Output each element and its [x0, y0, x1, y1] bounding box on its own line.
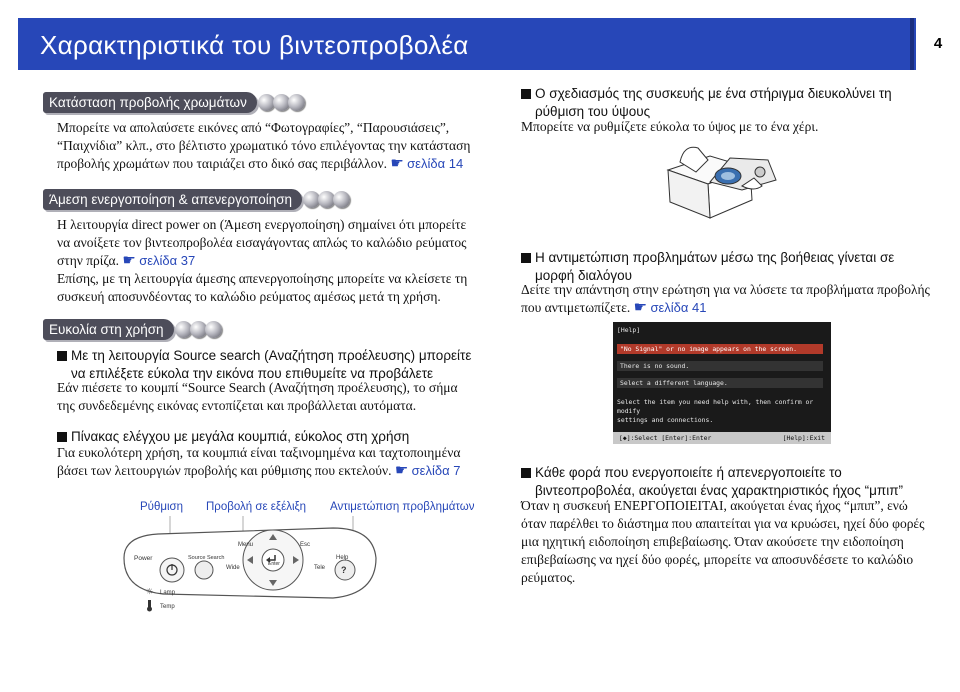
- section-heading-label: Άμεση ενεργοποίηση & απενεργοποίηση: [43, 189, 302, 210]
- direct-power-text-2: Επίσης, με τη λειτουργία άμεσης απενεργοποίησης μπορείτε να κλείσετε τη συσκευή αποσυνδέοντας το καλώδιο ρεύματος αμέσως μετά τη χρήση.: [57, 271, 468, 304]
- sphere-dot-icon: [205, 321, 222, 338]
- help-label: Help: [336, 555, 349, 561]
- page-ref-link[interactable]: σελίδα 41: [650, 300, 707, 315]
- help-footer-right: [Help]:Exit: [782, 434, 825, 442]
- help-footer: [613, 432, 831, 444]
- help-item-no-signal[interactable]: "No Signal" or no image appears on the screen.: [617, 344, 823, 354]
- help-screen-title: [Help]: [617, 326, 641, 334]
- svg-text:☼: ☼: [146, 587, 154, 596]
- sphere-dot-icon: [288, 94, 305, 111]
- beep-paragraph: Όταν η συσκευή ΕΝΕΡΓΟΠΟΙΕΙΤΑΙ, ακούγεται ένας ήχος “μπιπ”, ενώ όταν παρέλθει το διάστημα που απαιτείται για να κρυώσει, ηχεί δύο φορές μια ηχητική ειδοποίηση επιβεβαίωσης. Όταν ακούσετε την ειδοποίηση επιβεβαίωσης να ηχεί δύο φορές, μπορείτε να αποσυνδέσετε το καλώδιο ρεύματος.: [521, 498, 925, 585]
- svg-text:?: ?: [341, 565, 347, 575]
- help-item-no-sound[interactable]: There is no sound.: [617, 361, 823, 371]
- section-heading-ease-of-use: [43, 319, 222, 340]
- pointing-hand-icon: ☛: [633, 300, 648, 316]
- group-label-troubleshoot: Αντιμετώπιση προβλημάτων: [330, 501, 475, 513]
- control-panel-heading: Πίνακας ελέγχου με μεγάλα κουμπιά, εύκολος στη χρήση: [57, 428, 477, 446]
- section-heading-color-modes: [43, 92, 305, 113]
- help-screen: [613, 322, 831, 444]
- power-label: Power: [134, 555, 153, 562]
- page-number: 4: [914, 18, 960, 70]
- group-label-projection: Προβολή σε εξέλιξη: [206, 501, 307, 513]
- group-label-setup: Ρύθμιση: [140, 501, 184, 513]
- wide-label: Wide: [226, 565, 240, 571]
- direct-power-paragraph: [57, 216, 477, 306]
- color-modes-paragraph: [57, 119, 477, 173]
- enter-label: Enter: [268, 561, 280, 567]
- stand-heading: Ο σχεδιασμός της συσκευής με ένα στήριγμα διευκολύνει τη ρύθμιση του ύψους: [521, 85, 921, 121]
- pointing-hand-icon: ☛: [390, 156, 404, 172]
- help-footer-left: [◆]:Select [Enter]:Enter: [619, 434, 712, 442]
- pointing-hand-icon: ☛: [122, 253, 136, 269]
- section-heading-label: Ευκολία στη χρήση: [43, 319, 174, 340]
- color-modes-text: Μπορείτε να απολαύσετε εικόνες από “Φωτογραφίες”, “Παρουσιάσεις”, “Παιχνίδια” κλπ., στο βέλτιστο χρωματικό τόνο επιλέγοντας την κατάσταση προβολής χρωμάτων που ταιριάζει στο δικό σας περιβάλλον.: [57, 120, 471, 171]
- page-title: Χαρακτηριστικά του βιντεοπροβολέα: [40, 30, 469, 60]
- pointing-hand-icon: ☛: [394, 463, 409, 479]
- page-ref-link[interactable]: σελίδα 37: [139, 253, 196, 268]
- source-search-paragraph: Εάν πιέσετε το κουμπί “Source Search (Αναζήτηση προέλευσης), το σήμα της συνδεδεμένης εικόνας εντοπίζεται και προβάλλεται αυτόματα.: [57, 380, 458, 413]
- esc-label: Esc: [300, 542, 311, 548]
- heading-dots: [260, 94, 305, 111]
- bullet-square-icon: [521, 468, 531, 478]
- lamp-label: Lamp: [160, 590, 176, 596]
- bullet-square-icon: [521, 253, 531, 263]
- page-header: [18, 18, 960, 70]
- projector-illustration: [650, 142, 790, 222]
- bullet-square-icon: [57, 432, 67, 442]
- menu-label: Menu: [238, 542, 254, 548]
- section-heading-label: Κατάσταση προβολής χρωμάτων: [43, 92, 257, 113]
- help-instruction: Select the item you need help with, then confirm or modify settings and connections.: [617, 398, 814, 424]
- heading-dots: [305, 191, 350, 208]
- stand-paragraph: Μπορείτε να ρυθμίζετε εύκολα το ύψος με το ένα χέρι.: [521, 119, 819, 134]
- bullet-square-icon: [521, 89, 531, 99]
- tele-label: Tele: [314, 565, 326, 571]
- page-ref-link[interactable]: σελίδα 7: [411, 463, 461, 478]
- page-ref-link[interactable]: σελίδα 14: [407, 156, 464, 171]
- source-search-label: Source Search: [188, 555, 225, 561]
- beep-heading: Κάθε φορά που ενεργοποιείτε ή απενεργοποιείτε το βιντεοπροβολέα, ακούγεται ένας χαρακτηριστικός ήχος “μπιπ”: [521, 464, 931, 500]
- sphere-dot-icon: [333, 191, 350, 208]
- control-panel-illustration: [118, 514, 383, 622]
- section-heading-direct-power: [43, 189, 350, 210]
- source-search-heading: Με τη λειτουργία Source search (Αναζήτηση προέλευσης) μπορείτε να επιλέξετε εύκολα την εικόνα που επιθυμείτε να προβάλετε: [57, 347, 477, 383]
- help-paragraph: Δείτε την απάντηση στην ερώτηση για να λύσετε τα προβλήματα προβολής που αντιμετωπίζετε. ☛ σελίδα 41: [521, 282, 930, 316]
- heading-dots: [177, 321, 222, 338]
- help-heading: Η αντιμετώπιση προβλημάτων μέσω της βοήθειας γίνεται σε μορφή διαλόγου: [521, 249, 931, 285]
- control-panel-paragraph: Για ευκολότερη χρήση, τα κουμπιά είναι ταξινομημένα και ταχτοποιημένα βάσει των λειτουργιών προβολής και ρύθμισης που εκτελούν. ☛ σελίδα 7: [57, 445, 461, 479]
- temp-label: Temp: [160, 604, 175, 610]
- help-item-language[interactable]: Select a different language.: [617, 378, 823, 388]
- bullet-square-icon: [57, 351, 67, 361]
- direct-power-text: Η λειτουργία direct power on (Άμεση ενεργοποίηση) σημαίνει ότι μπορείτε να ανοίξετε τον βιντεοπροβολέα εισαγάγοντας απλώς το καλώδιο ρεύματος στην πρίζα.: [57, 217, 467, 268]
